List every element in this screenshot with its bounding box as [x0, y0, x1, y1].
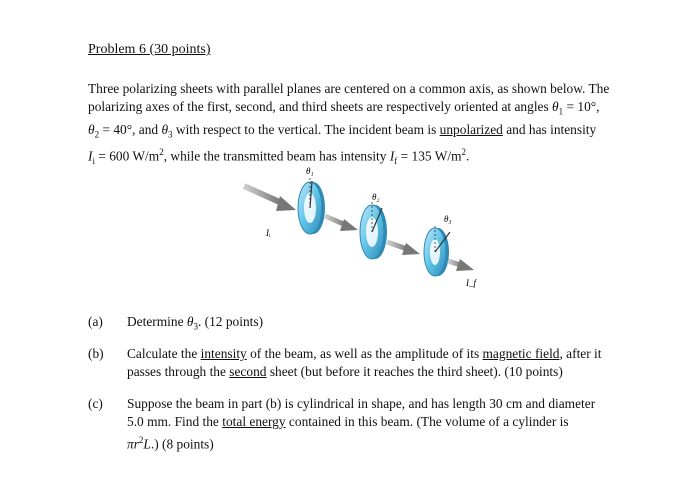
intensity-term: intensity	[200, 346, 247, 361]
length-symbol: L	[143, 436, 151, 452]
question-b-line-1	[127, 345, 636, 363]
question-b-label: (b)	[88, 346, 104, 361]
subscript: f	[394, 156, 398, 167]
theta1-label: θ₁	[306, 166, 314, 176]
question-c-line-3	[127, 431, 636, 453]
theta-symbol: θ	[161, 121, 169, 137]
theta-symbol: θ	[88, 121, 95, 137]
subscript: 3	[168, 129, 173, 140]
pi-r-symbol: πr	[127, 436, 139, 452]
theta2-value: = 40°,	[102, 121, 136, 137]
theta-symbol: θ	[552, 99, 559, 114]
question-b	[88, 345, 636, 381]
subscript: 1	[558, 106, 564, 117]
beam-arrow-1-2	[325, 216, 358, 231]
incident-beam-arrow	[244, 186, 296, 211]
intro-text-3a: and	[135, 121, 162, 137]
Ii-label: Iᵢ	[266, 228, 271, 238]
question-a-post: . (12 points)	[197, 314, 264, 329]
question-c-t2: 5.0 mm. Find the	[127, 414, 223, 429]
subscript: i	[92, 156, 95, 167]
question-c-label: (c)	[88, 396, 103, 411]
question-c-t4: .) (8 points)	[150, 436, 214, 452]
beam-arrow-2-3	[387, 242, 420, 255]
polarizer-sheet-2	[360, 202, 387, 259]
question-b-t2: of the beam, as well as the amplitude of its	[246, 346, 483, 361]
question-a-pre: Determine	[127, 314, 187, 329]
question-c-line-1	[127, 395, 636, 413]
polarizer-sheet-1	[298, 178, 325, 234]
superscript: 2	[461, 147, 466, 158]
subscript: 3	[193, 321, 198, 332]
question-a-label: (a)	[88, 314, 103, 329]
superscript: 2	[159, 147, 164, 158]
question-a-text	[127, 313, 636, 336]
problem-statement	[88, 80, 636, 170]
polarizer-sheet-3	[424, 226, 450, 276]
theta-symbol: θ	[186, 314, 194, 329]
total-energy-term: total energy	[222, 414, 286, 429]
intro-line-2	[88, 98, 636, 121]
intensity-symbol: I	[88, 148, 93, 164]
question-a	[88, 313, 636, 336]
If-value: = 135 W/m	[397, 148, 462, 164]
theta2-label: θ₂	[372, 192, 380, 202]
intro-text-4b: , while the transmitted beam has intensity	[163, 148, 390, 164]
intro-line-3	[88, 121, 636, 144]
polarizer-figure	[240, 164, 500, 294]
Ii-value: = 600 W/m	[94, 148, 160, 164]
intro-text-4end: .	[466, 148, 470, 164]
intro-text-1: Three polarizing sheets with parallel planes are centered on a common axis, as shown below. The	[88, 81, 610, 96]
intro-text-3b: with respect to the vertical. The incident beam is	[172, 121, 440, 137]
question-c	[88, 395, 636, 453]
question-b-t1: Calculate the	[127, 346, 201, 361]
question-b-t5: sheet (but before it reaches the third sheet). (10 points)	[266, 364, 563, 379]
question-b-line-2	[127, 363, 636, 381]
question-b-t4: passes through the	[127, 364, 230, 379]
second-term: second	[229, 364, 267, 379]
question-c-t3: contained in this beam. (The volume of a cylinder is	[285, 414, 569, 429]
unpolarized-term: unpolarized	[439, 121, 503, 137]
subscript: 2	[94, 129, 100, 140]
superscript: 2	[138, 435, 144, 445]
theta1-value: = 10°,	[566, 99, 600, 114]
question-b-t3: , after it	[559, 346, 602, 361]
intro-line-1	[88, 80, 636, 98]
If-label: I_f	[466, 278, 476, 288]
magnetic-field-term: magnetic field	[482, 346, 560, 361]
transmitted-beam-arrow	[448, 259, 474, 271]
theta3-label: θ₃	[444, 214, 452, 224]
intro-text-2: polarizing axes of the first, second, and third sheets are respectively oriented at angles	[88, 99, 553, 114]
intensity-symbol: I	[389, 148, 395, 164]
question-c-t1: Suppose the beam in part (b) is cylindrical in shape, and has length 30 cm and diameter	[127, 396, 596, 411]
question-c-line-2	[127, 413, 636, 431]
intro-text-3c: and has intensity	[502, 121, 597, 137]
problem-title: Problem 6 (30 points)	[88, 42, 211, 57]
